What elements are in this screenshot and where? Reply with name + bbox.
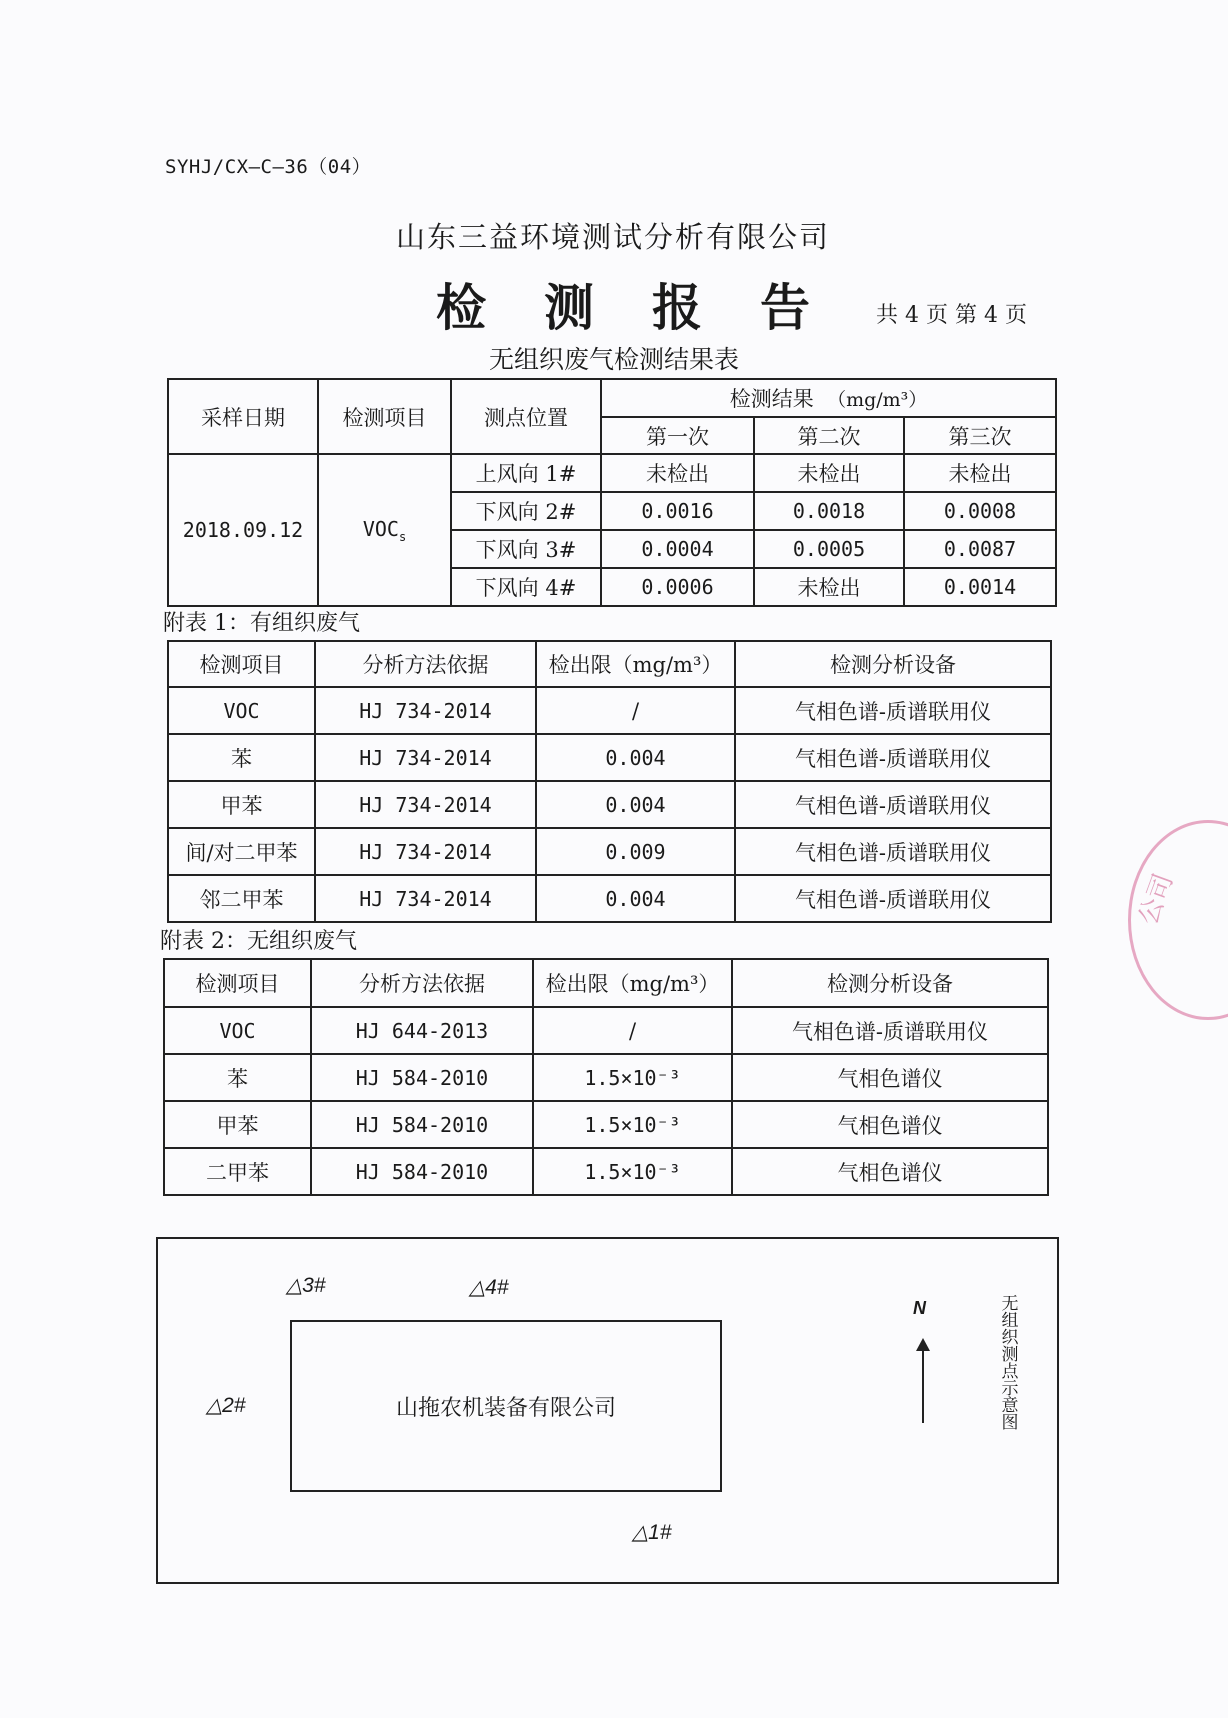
- location-cell: 下风向 3#: [451, 530, 601, 568]
- device-cell: 气相色谱-质谱联用仪: [735, 781, 1051, 828]
- limit-cell: 0.004: [536, 734, 735, 781]
- north-label: N: [913, 1298, 926, 1318]
- item-cell: 间/对二甲苯: [168, 828, 315, 875]
- company-name: 山东三益环境测试分析有限公司: [395, 220, 830, 254]
- annex1-table: [167, 640, 1052, 923]
- limit-cell: /: [536, 687, 735, 734]
- header-limit: 检出限（mg/m³）: [533, 959, 732, 1007]
- method-cell: HJ 734-2014: [315, 687, 536, 734]
- item-cell: VOC: [164, 1007, 311, 1054]
- annex2-table: [163, 958, 1049, 1196]
- method-cell: HJ 584-2010: [311, 1101, 533, 1148]
- page-count: 共 4 页 第 4 页: [876, 303, 1027, 328]
- test-item: $VOC_s$: [318, 454, 451, 606]
- method-cell: HJ 734-2014: [315, 828, 536, 875]
- point-4: △4#: [469, 1276, 509, 1299]
- results-table: [167, 378, 1057, 607]
- limit-cell: /: [533, 1007, 732, 1054]
- device-cell: 气相色谱-质谱联用仪: [735, 875, 1051, 922]
- limit-cell: 1.5×10⁻³: [533, 1148, 732, 1195]
- point-2: △2#: [206, 1394, 246, 1417]
- item-cell: 苯: [164, 1054, 311, 1101]
- item-cell: 甲苯: [168, 781, 315, 828]
- location-cell: 下风向 4#: [451, 568, 601, 606]
- header-method: 分析方法依据: [315, 641, 536, 687]
- result-cell: 未检出: [904, 454, 1056, 492]
- limit-cell: 0.004: [536, 875, 735, 922]
- header-second: 第二次: [754, 417, 904, 454]
- method-cell: HJ 734-2014: [315, 734, 536, 781]
- result-cell: 未检出: [601, 454, 754, 492]
- point-1: △1#: [632, 1521, 672, 1544]
- limit-cell: 0.004: [536, 781, 735, 828]
- result-cell: 未检出: [754, 454, 904, 492]
- annex1-title: 附表 1：有组织废气: [163, 611, 360, 636]
- map-label: 无组织测点示意图: [1001, 1294, 1019, 1433]
- method-cell: HJ 584-2010: [311, 1054, 533, 1101]
- limit-cell: 0.009: [536, 828, 735, 875]
- header-item: 检测项目: [164, 959, 311, 1007]
- method-cell: HJ 734-2014: [315, 875, 536, 922]
- annex2-title: 附表 2：无组织废气: [160, 929, 357, 954]
- header-location: 测点位置: [451, 379, 601, 454]
- result-cell: 未检出: [754, 568, 904, 606]
- factory-label: 山拖农机装备有限公司: [395, 1396, 616, 1421]
- report-title: 检测报告: [436, 278, 868, 337]
- stamp-text: 公司: [1133, 869, 1180, 929]
- header-limit: 检出限（mg/m³）: [536, 641, 735, 687]
- method-cell: HJ 584-2010: [311, 1148, 533, 1195]
- result-cell: 0.0008: [904, 492, 1056, 530]
- result-cell: 0.0016: [601, 492, 754, 530]
- header-item: 检测项目: [318, 379, 451, 454]
- item-cell: 甲苯: [164, 1101, 311, 1148]
- document-code: SYHJ/CX—C—36（04）: [165, 156, 372, 178]
- item-cell: 二甲苯: [164, 1148, 311, 1195]
- device-cell: 气相色谱-质谱联用仪: [732, 1007, 1048, 1054]
- results-table-title: 无组织废气检测结果表: [488, 345, 739, 374]
- limit-cell: 1.5×10⁻³: [533, 1054, 732, 1101]
- result-cell: 0.0006: [601, 568, 754, 606]
- header-device: 检测分析设备: [732, 959, 1048, 1007]
- result-cell: 0.0018: [754, 492, 904, 530]
- device-cell: 气相色谱-质谱联用仪: [735, 734, 1051, 781]
- item-cell: 邻二甲苯: [168, 875, 315, 922]
- header-date: 采样日期: [168, 379, 318, 454]
- device-cell: 气相色谱仪: [732, 1148, 1048, 1195]
- header-device: 检测分析设备: [735, 641, 1051, 687]
- method-cell: HJ 734-2014: [315, 781, 536, 828]
- method-cell: HJ 644-2013: [311, 1007, 533, 1054]
- header-third: 第三次: [904, 417, 1056, 454]
- north-arrow-shaft: [922, 1347, 924, 1423]
- point-3: △3#: [286, 1274, 326, 1297]
- limit-cell: 1.5×10⁻³: [533, 1101, 732, 1148]
- item-cell: VOC: [168, 687, 315, 734]
- result-cell: 0.0014: [904, 568, 1056, 606]
- header-unit: （mg/m³）: [827, 389, 928, 411]
- header-first: 第一次: [601, 417, 754, 454]
- location-cell: 下风向 2#: [451, 492, 601, 530]
- header-method: 分析方法依据: [311, 959, 533, 1007]
- item-cell: 苯: [168, 734, 315, 781]
- device-cell: 气相色谱-质谱联用仪: [735, 828, 1051, 875]
- result-cell: 0.0005: [754, 530, 904, 568]
- header-result: 检测结果 （mg/m³）: [601, 379, 1056, 417]
- sampling-date: 2018.09.12: [168, 454, 318, 606]
- location-cell: 上风向 1#: [451, 454, 601, 492]
- device-cell: 气相色谱仪: [732, 1101, 1048, 1148]
- result-cell: 0.0087: [904, 530, 1056, 568]
- device-cell: 气相色谱-质谱联用仪: [735, 687, 1051, 734]
- result-cell: 0.0004: [601, 530, 754, 568]
- device-cell: 气相色谱仪: [732, 1054, 1048, 1101]
- header-item: 检测项目: [168, 641, 315, 687]
